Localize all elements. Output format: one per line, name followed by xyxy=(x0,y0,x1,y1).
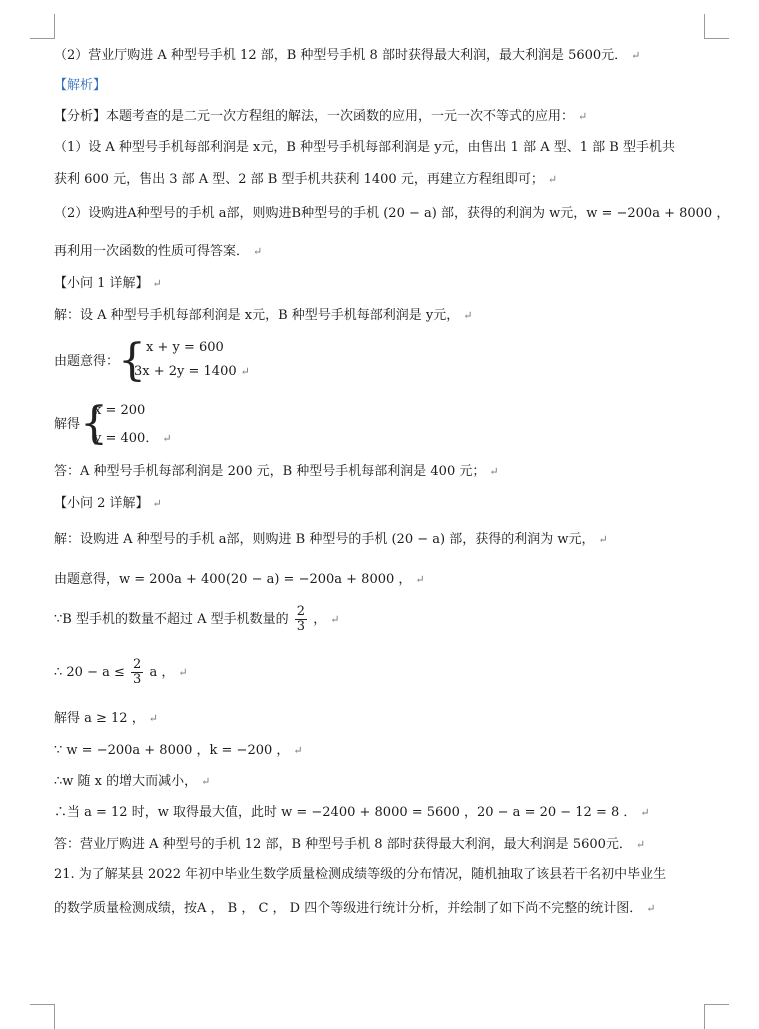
answer-part2-summary: （2）营业厅购进 A 种型号手机 12 部，B 种型号手机 8 部时获得最大利润，最大利润是 5600元． ↵ xyxy=(54,48,641,63)
solution2-inequality: ∴ 20 − a ≤ $\frac{2}{3}$ a ， ↵ xyxy=(54,657,188,687)
system1-eq2: 3x + 2y = 1400 ↵ xyxy=(134,364,250,379)
analysis-part2-line1: （2）设购进A种型号的手机 a部，则购进B种型号的手机 (20 − a) 部，获得的利润为 w元，w = −200a + 8000 ， xyxy=(54,206,730,221)
system1-eq1: x + y = 600 xyxy=(146,340,224,355)
solution2-monotonic: ∴w 随 x 的增大而减小， ↵ xyxy=(54,774,211,789)
system2-eq2: y = 400． ↵ xyxy=(94,431,172,446)
solution2-condition: ∵B 型手机的数量不超过 A 型手机数量的 $\frac{2}{3}$ ， ↵ xyxy=(54,604,340,634)
question21-line2: 的数学质量检测成绩，按A ， B ， C ， D 四个等级进行统计分析，并绘制了如下尚不完整的统计图． ↵ xyxy=(54,901,656,916)
answer2: 答：营业厅购进 A 种型号的手机 12 部，B 种型号手机 8 部时获得最大利润，最大利润是 5600元． ↵ xyxy=(54,837,646,852)
system2-brace: { xyxy=(80,398,108,449)
analysis-paragraph: 【分析】本题考查的是二元一次方程组的解法，一次函数的应用，一元一次不等式的应用： ↵ xyxy=(54,109,588,124)
solution2-maximum: ∴当 a = 12 时，w 取得最大值，此时 w = −2400 + 8000 = 5600 ，20 − a = 20 − 12 = 8 ． ↵ xyxy=(54,805,650,820)
subquestion1-heading: 【小问 1 详解】 ↵ xyxy=(54,276,162,291)
analysis-part2-line2: 再利用一次函数的性质可得答案． ↵ xyxy=(54,244,263,259)
page-corner-top-right xyxy=(704,14,729,39)
page-corner-top-left xyxy=(30,14,55,39)
system2-label: 解得 xyxy=(54,417,81,432)
fraction-two-thirds: $\frac{2}{3}$ xyxy=(296,604,306,634)
system1-brace: { xyxy=(118,335,146,386)
solution2-setup: 解：设购进 A 种型号的手机 a部，则购进 B 种型号的手机 (20 − a) 部，获得的利润为 w元， ↵ xyxy=(54,532,608,547)
subquestion2-heading: 【小问 2 详解】 ↵ xyxy=(54,496,162,511)
solution2-result: 解得 a ≥ 12 ， ↵ xyxy=(54,711,158,726)
analysis-part1-line2: 获利 600 元，售出 3 部 A 型、2 部 B 型手机共获利 1400 元，再建立方程组即可； ↵ xyxy=(54,172,558,187)
solution1-setup: 解：设 A 种型号手机每部利润是 x元，B 种型号手机每部利润是 y元， ↵ xyxy=(54,308,473,323)
page-corner-bottom-left xyxy=(30,1004,55,1029)
analysis-part1-line1: （1）设 A 种型号手机每部利润是 x元，B 种型号手机每部利润是 y元，由售出 1 部 A 型、1 部 B 型手机共 xyxy=(54,140,675,155)
fraction-two-thirds-ineq: $\frac{2}{3}$ xyxy=(133,657,142,687)
page-corner-bottom-right xyxy=(704,1004,729,1029)
system1-label: 由题意得： xyxy=(54,354,120,369)
solution2-function: 由题意得，w = 200a + 400(20 − a) = −200a + 8000 ， ↵ xyxy=(54,572,425,587)
analysis-heading: 【解析】 xyxy=(54,78,107,93)
question21-line1: 21. 为了解某县 2022 年初中毕业生数学质量检测成绩等级的分布情况，随机抽取了该县若干名初中毕业生 xyxy=(54,867,667,882)
answer1: 答：A 种型号手机每部利润是 200 元，B 种型号手机每部利润是 400 元； ↵ xyxy=(54,464,499,479)
solution2-slope: ∵ w = −200a + 8000 ，k = −200 ， ↵ xyxy=(54,743,303,758)
system2-eq1: x = 200 xyxy=(94,403,146,418)
